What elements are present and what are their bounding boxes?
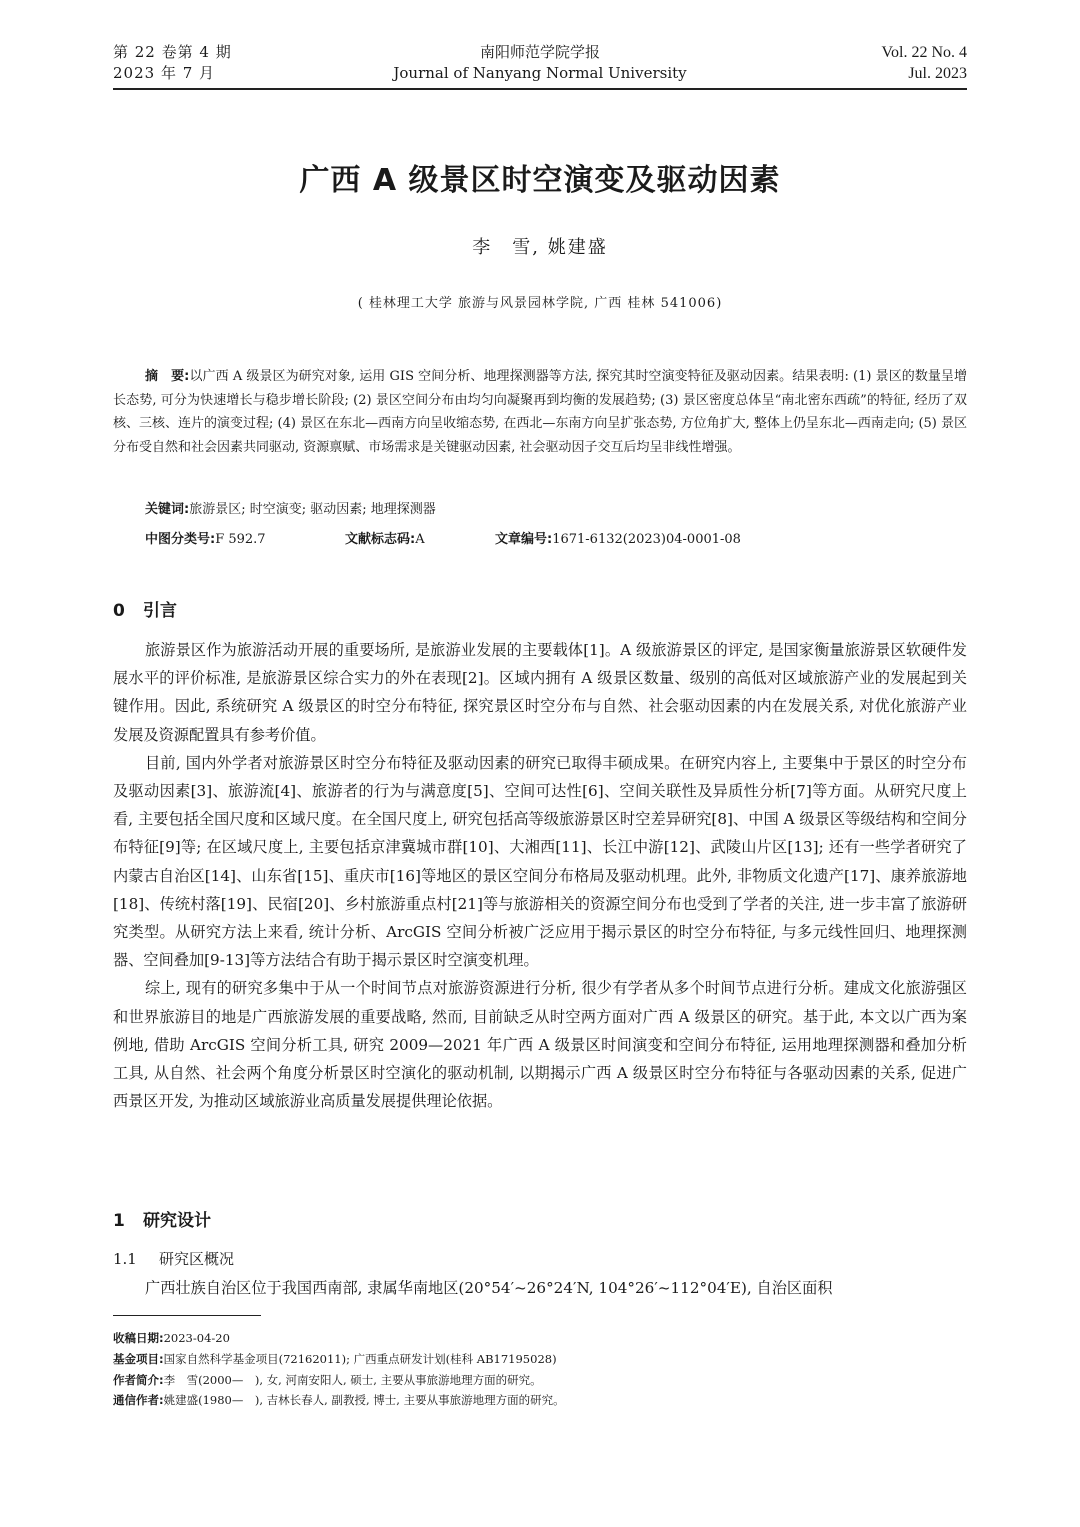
paper-title: 广西 A 级景区时空演变及驱动因素 [299,163,781,198]
author-value: 李 雪(2000— ), 女, 河南安阳人, 硕士, 主要从事旅游地理方面的研究。 [163,1372,542,1387]
volume-issue-en: Vol. 22 No. 4 [881,44,967,61]
clc-value: F 592.7 [215,532,266,547]
paragraph: 广西壮族自治区位于我国西南部, 隶属华南地区(20°54′~26°24′N, 104°26′~112°04′E), 自治区面积 [145,1279,833,1297]
issue-date-en: Jul. 2023 [908,65,967,82]
keywords [145,498,967,517]
article-value: 1671-6132(2023)04-0001-08 [552,532,741,547]
abstract-text: 以广西 A 级景区为研究对象, 运用 GIS 空间分析、地理探测器等方法, 探究其时空演变特征及驱动因素。结果表明: (1) 景区的数量呈增长态势, 可分为快速增长与稳步增长阶段; (2) 景区空间分布由均匀向凝聚再到均衡的发展趋势; (3) 景区密度总体呈“南北密东西疏”的特征, 经历了双核、三核、连片的演变过程; (4) 景区在东北—西南方向呈收缩态势, 在西北—东南方向呈扩张态势, 方位角扩大, 整体上仍呈东北—西南走向; (5) 景区分布受自然和社会因素共同驱动, 资源禀赋、市场需求是关键驱动因素, 社会驱动因子交互后均呈非线性增强。 [113,369,967,455]
keywords-label: 关键词: [145,502,190,517]
funding [113,1349,967,1370]
volume-issue: 第 22 卷第 4 期 [113,43,232,61]
author-list: 李 雪, 姚建盛 [472,237,608,258]
corresp-value: 姚建盛(1980— ), 吉林长春人, 副教授, 博士, 主要从事旅游地理方面的研究。 [163,1393,565,1408]
corresponding-author [113,1390,967,1411]
author-label: 作者简介: [113,1372,164,1387]
abstract [113,365,967,459]
keywords-text: 旅游景区; 时空演变; 驱动因素; 地理探测器 [189,502,436,517]
corresp-label: 通信作者: [113,1393,164,1408]
doc-value: A [415,532,425,547]
fund-label: 基金项目: [113,1351,164,1366]
affiliation: ( 桂林理工大学 旅游与风景园林学院, 广西 桂林 541006) [357,296,723,311]
received-label: 收稿日期: [113,1331,164,1345]
section-number: 0 [113,601,125,621]
received-value: 2023-04-20 [163,1331,230,1345]
article-label: 文章编号: [495,532,553,547]
journal-name-en: Journal of Nanyang Normal University [393,64,687,82]
doc-label: 文献标志码: [345,532,416,547]
section-number: 1 [113,1211,125,1231]
study-area-body [113,1274,967,1302]
footnotes [113,1328,967,1411]
abstract-label: 摘 要: [145,369,190,384]
subsection-title: 研究区概况 [159,1250,235,1268]
paragraph: 目前, 国内外学者对旅游景区时空分布特征及驱动因素的研究已取得丰硕成果。在研究内容上, 主要集中于景区的时空分布及驱动因素[3]、旅游流[4]、旅游者的行为与满意度[5]、空间可达性[6]、空间关联性及异质性分析[7]等方面。从研究尺度上看, 主要包括全国尺度和区域尺度。在全国尺度上, 研究包括高等级旅游景区时空差异研究[8]、中国 A 级景区等级结构和空间分布特征[9]等; 在区域尺度上, 主要包括京津冀城市群[10]、大湘西[11]、长江中游[12]、武陵山片区[13]; 还有一些学者研究了内蒙古自治区[14]、山东省[15]、重庆市[16]等地区的景区空间分布格局及驱动机理。此外, 非物质文化遗产[17]、康养旅游地[18]、传统村落[19]、民宿[20]、乡村旅游重点村[21]等与旅游相关的资源空间分布也受到了学者的关注, 进一步丰富了旅游研究类型。从研究方法上来看, 统计分析、ArcGIS 空间分析被广泛应用于揭示景区的时空分布特征, 与多元线性回归、地理探测器、空间叠加[9-13]等方法结合有助于揭示景区时空演变机理。 [113,753,967,970]
running-header [113,40,967,90]
document-code [345,528,425,547]
author-bio [113,1370,967,1391]
subsection-heading-study-area [113,1248,234,1269]
introduction-body [113,636,967,1115]
fund-value: 国家自然科学基金项目(72162011); 广西重点研发计划(桂科 AB17195028) [163,1351,557,1366]
issue-info-en [882,42,968,84]
section-heading-research-design [113,1206,211,1231]
paragraph: 旅游景区作为旅游活动开展的重要场所, 是旅游业发展的主要载体[1]。A 级旅游景区的评定, 是国家衡量旅游景区软硬件发展水平的评价标准, 是旅游景区综合实力的外在表现[2]。区域内拥有 A 级景区数量、级别的高低对区域旅游产业的发展起到关键作用。因此, 系统研究 A 级景区的时空分布特征, 探究景区时空分布与自然、社会驱动因素的内在发展关系, 对优化旅游产业发展及资源配置具有参考价值。 [113,641,967,744]
section-title: 引言 [143,601,177,621]
clc-number [145,528,266,547]
classification-line [145,528,967,548]
paragraph: 综上, 现有的研究多集中于从一个时间节点对旅游资源进行分析, 很少有学者从多个时间节点进行分析。建成文化旅游强区和世界旅游目的地是广西旅游发展的重要战略, 然而, 目前缺乏从时空两方面对广西 A 级景区的研究。基于此, 本文以广西为案例地, 借助 ArcGIS 空间分析工具, 研究 2009—2021 年广西 A 级景区时间演变和空间分布特征, 运用地理探测器和叠加分析工具, 从自然、社会两个角度分析景区时空演化的驱动机制, 以期揭示广西 A 级景区时空分布特征与各驱动因素的关系, 促进广西景区开发, 为推动区域旅游业高质量发展提供理论依据。 [113,979,967,1111]
issue-date: 2023 年 7 月 [113,64,216,82]
section-heading-introduction [113,596,177,621]
subsection-number: 1.1 [113,1250,137,1268]
received-date [113,1328,967,1349]
journal-name [113,42,967,84]
journal-name-cn: 南阳师范学院学报 [479,43,600,61]
article-number [495,528,741,547]
section-title: 研究设计 [143,1211,211,1231]
footnote-divider [113,1315,261,1316]
clc-label: 中图分类号: [145,532,216,547]
